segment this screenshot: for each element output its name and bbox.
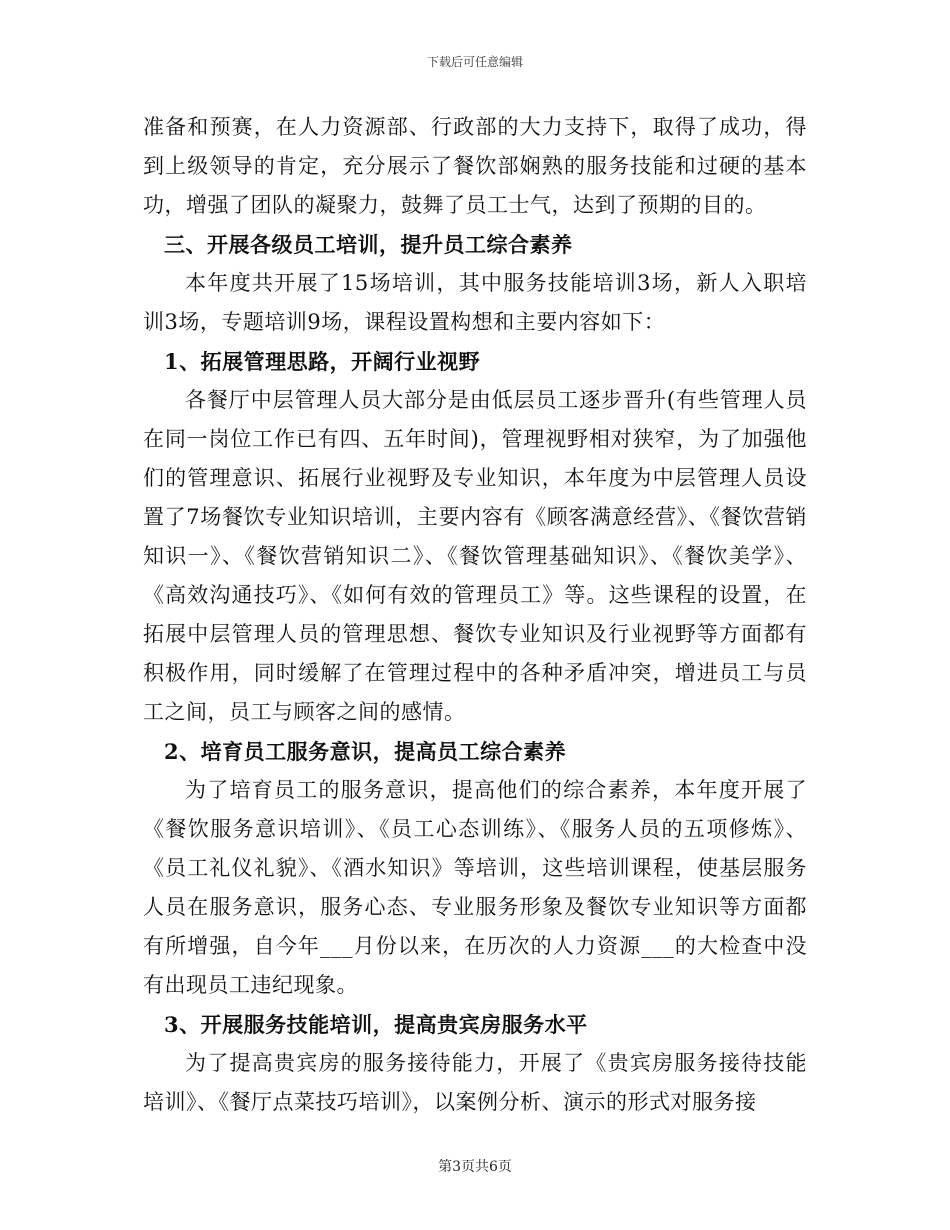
subheading-2: 2、培育员工服务意识，提高员工综合素养 xyxy=(164,739,567,764)
document-body xyxy=(143,108,807,1122)
paragraph-service-awareness: 为了培育员工的服务意识，提高他们的综合素养，本年度开展了《餐饮服务意识培训》、《员工心态训练》、《服务人员的五项修炼》、《员工礼仪礼貌》、《酒水知识》等培训，这些培训课程，使基层服务人员在服务意识，服务心态、专业服务形象及餐饮专业知识等方面都有所增强，自今年___月份以来，在历次的人力资源___的大检查中没有出现员工违纪现象。 xyxy=(143,778,807,997)
page-footer: 第3页共6页 xyxy=(438,1159,512,1175)
paragraph-management-training: 各餐厅中层管理人员大部分是由低层员工逐步晋升(有些管理人员在同一岗位工作已有四、五年时间)，管理视野相对狭窄，为了加强他们的管理意识、拓展行业视野及专业知识，本年度为中层管理人员设置了7场餐饮专业知识培训，主要内容有《顾客满意经营》、《餐饮营销知识一》、《餐饮营销知识二》、《餐饮管理基础知识》、《餐饮美学》、《高效沟通技巧》、《如何有效的管理员工》等。这些课程的设置，在拓展中层管理人员的管理思想、餐饮专业知识及行业视野等方面都有积极作用，同时缓解了在管理过程中的各种矛盾冲突，增进员工与员工之间，员工与顾客之间的感情。 xyxy=(143,388,807,724)
paragraph-vip-room: 为了提高贵宾房的服务接待能力，开展了《贵宾房服务接待技能培训》、《餐厅点菜技巧培训》，以案例分析、演示的形式对服务接 xyxy=(143,1051,807,1114)
paragraph-training-summary: 本年度共开展了15场培训，其中服务技能培训3场，新人入职培训3场，专题培训9场，课程设置构想和主要内容如下： xyxy=(143,271,807,334)
subheading-3: 3、开展服务技能培训，提高贵宾房服务水平 xyxy=(164,1012,588,1037)
subheading-1: 1、拓展管理思路，开阔行业视野 xyxy=(164,349,481,374)
page-header: 下载后可任意编辑 xyxy=(426,55,523,69)
section-heading-3: 三、开展各级员工培训，提升员工综合素养 xyxy=(164,232,573,257)
paragraph-intro: 准备和预赛，在人力资源部、行政部的大力支持下，取得了成功，得到上级领导的肯定，充分展示了餐饮部娴熟的服务技能和过硬的基本功，增强了团队的凝聚力，鼓舞了员工士气，达到了预期的目的。 xyxy=(143,115,807,217)
